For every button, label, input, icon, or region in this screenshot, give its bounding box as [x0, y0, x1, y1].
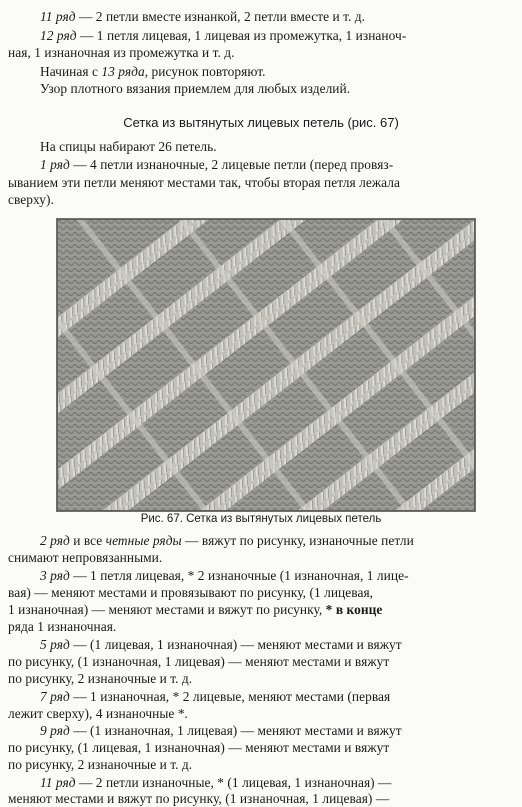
text-line: меняют местами и вяжут по рисунку, (1 изнаночная, 1 лицевая) — [8, 791, 390, 806]
text-line: сверху). [8, 192, 54, 207]
text-line: снимают непровязанными. [8, 550, 163, 565]
row-text: — 1 изнаночная, * 2 лицевые, меняют местами (первая [69, 689, 391, 704]
row-label: 9 ряд [40, 723, 70, 738]
text-fragment: , рисунок повторяют. [144, 64, 266, 79]
text-fragment: — вяжут по рисунку, изнаночные петли [181, 533, 414, 548]
text-emphasis: четные ряды [105, 533, 182, 548]
text-line: по рисунку, (1 изнаночная, 1 лицевая) — меняют местами и вяжут [8, 654, 390, 669]
row-text: — 2 петли вместе изнанкой, 2 петли вместе и т. д. [75, 9, 366, 24]
row-label: 5 ряд [40, 637, 70, 652]
text-fragment: 1 изнаночная) — меняют местами и вяжут по рисунку, [8, 602, 326, 617]
text-line [0, 601, 522, 618]
text-line: по рисунку, (1 лицевая, 1 изнаночная) — меняют местами и вяжут [8, 740, 390, 755]
text-line: Узор плотного вязания приемлем для любых изделий. [40, 81, 351, 96]
row-label: 12 ряд [40, 28, 77, 43]
text-line: ыванием эти петли меняют местами так, чтобы вторая петля лежала [8, 175, 400, 190]
text-line [0, 532, 522, 549]
text-line [0, 722, 522, 739]
knit-texture [57, 219, 475, 511]
text-fragment: и все [69, 533, 106, 548]
row-label: 3 ряд [40, 568, 70, 583]
row-label: 11 ряд [40, 775, 76, 790]
text-line [0, 567, 522, 584]
section-title: Сетка из вытянутых лицевых петель (рис. 67) [123, 115, 399, 130]
text-bold: * в конце [325, 602, 383, 617]
row-label: 7 ряд [40, 689, 70, 704]
text-line [0, 63, 522, 80]
row-text: — 4 петли изнаночные, 2 лицевые петли (перед провяз- [69, 157, 394, 172]
text-line [0, 688, 522, 705]
text-line: лежит сверху), 4 изнаночные *. [8, 706, 188, 721]
row-text: — (1 лицевая, 1 изнаночная) — меняют местами и вяжут [69, 637, 402, 652]
text-line: по рисунку, 2 изнаночные и т. д. [8, 757, 193, 772]
text-line [0, 8, 522, 25]
text-line: вая) — меняют местами и провязывают по рисунку, (1 лицевая, [8, 585, 374, 600]
text-line [0, 156, 522, 173]
row-label: 2 ряд [40, 533, 70, 548]
text-line: На спицы набирают 26 петель. [40, 139, 217, 154]
row-label: 1 ряд [40, 157, 70, 172]
text-line: ряда 1 изнаночная. [8, 619, 117, 634]
text-line: по рисунку, 2 изнаночные и т. д. [8, 671, 193, 686]
row-text: — 1 петля лицевая, * 2 изнаночные (1 изнаночная, 1 лице- [69, 568, 409, 583]
row-label: 11 ряд [40, 9, 76, 24]
text-line [0, 636, 522, 653]
knitting-photo [56, 218, 476, 512]
text-emphasis: 13 ряда [101, 64, 145, 79]
text-line: ная, 1 изнаночная из промежутка и т. д. [8, 45, 235, 60]
text-line [0, 774, 522, 791]
row-text: — 1 петля лицевая, 1 лицевая из промежутка, 1 изнаноч- [76, 28, 407, 43]
text-fragment: Начиная с [40, 64, 102, 79]
figure-caption: Рис. 67. Сетка из вытянутых лицевых петель [140, 513, 382, 525]
row-text: — (1 изнаночная, 1 лицевая) — меняют местами и вяжут [69, 723, 402, 738]
row-text: — 2 петли изнаночные, * (1 лицевая, 1 изнаночная) — [75, 775, 392, 790]
text-line [0, 27, 522, 44]
